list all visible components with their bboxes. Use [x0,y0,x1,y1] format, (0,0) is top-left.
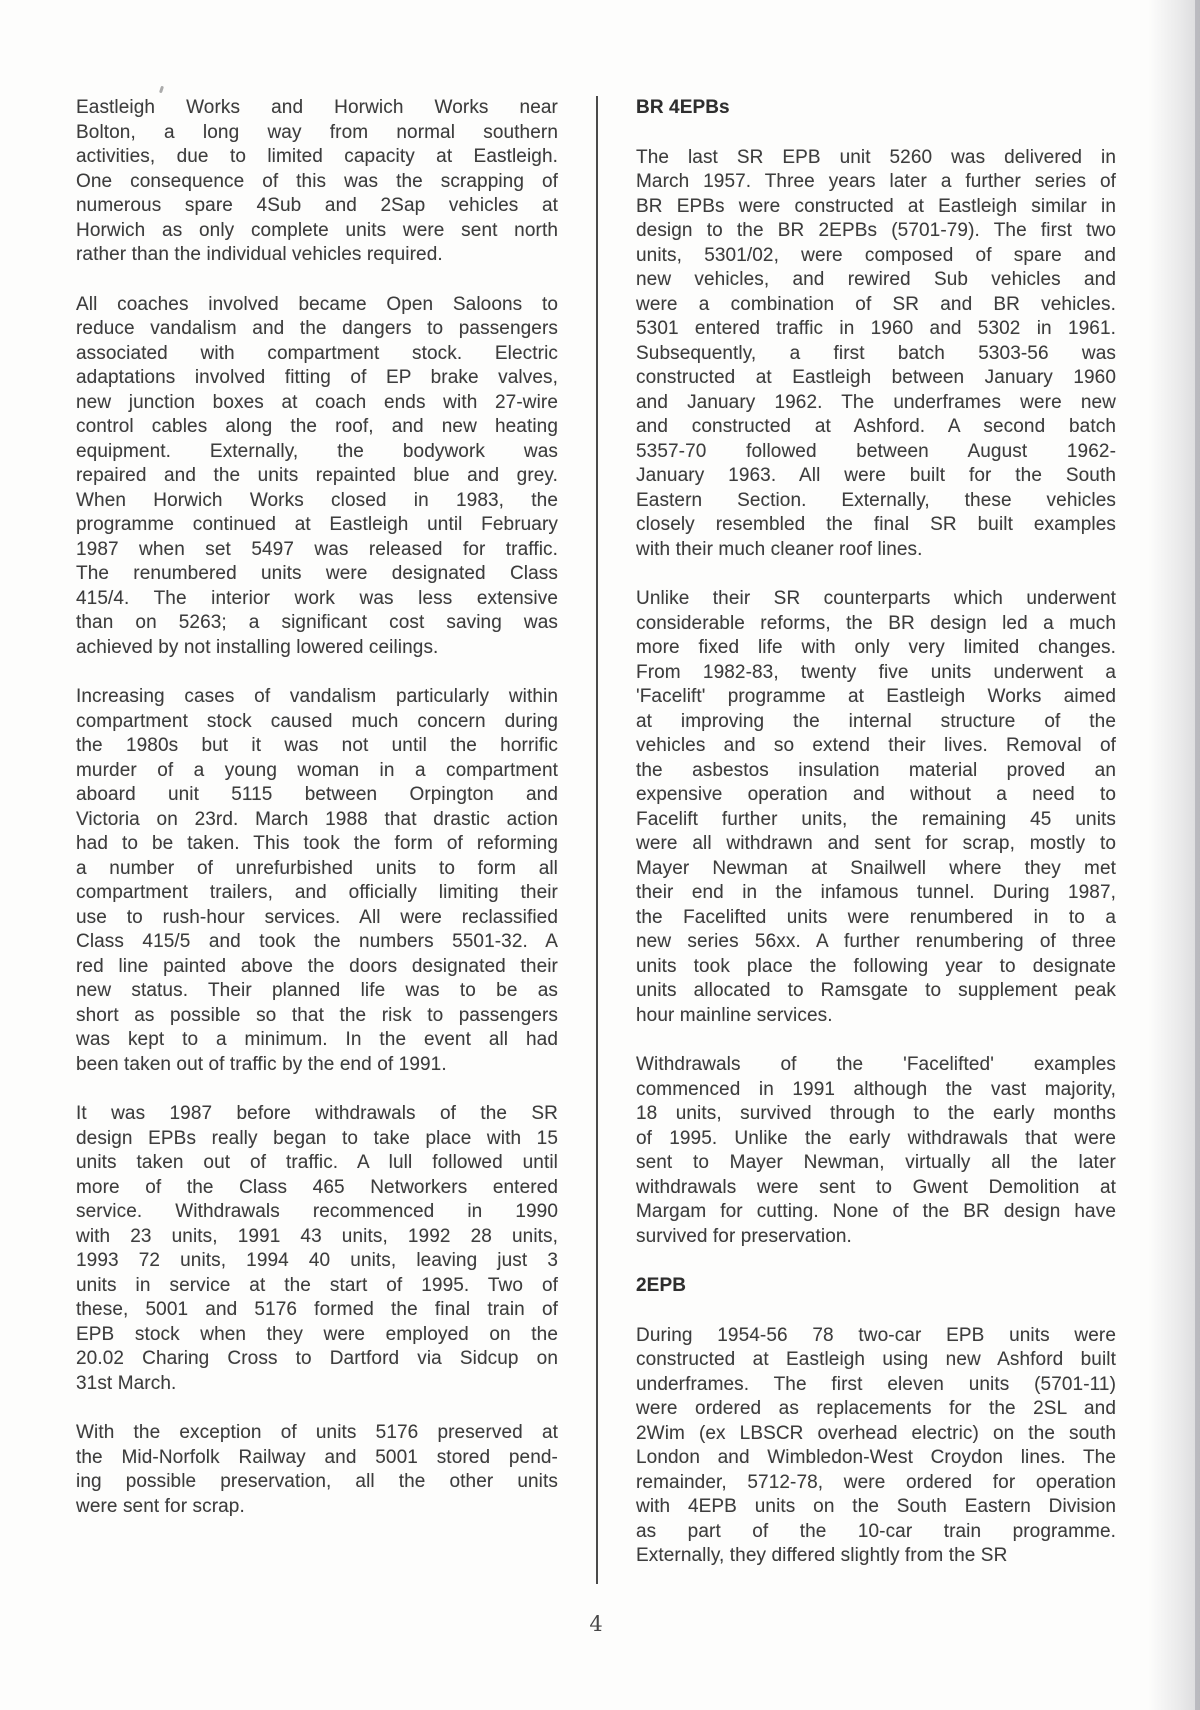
text-line: were ordered as replacements for the 2SL and [636,1398,1116,1419]
section-heading: 2EPB [636,1275,687,1296]
text-line: survived for preservation. [636,1225,852,1247]
text-line: compartment stock caused much concern during [76,710,558,732]
text-line: 5357-70 followed between August 1962- [636,440,1116,462]
text-line: and constructed at Ashford. A second batch [636,416,1116,437]
text-line: Facelift further units, the remaining 45 units [636,808,1116,830]
paragraph [636,587,1116,1028]
text-line: units took place the following year to designate [636,955,1116,977]
text-line: programme continued at Eastleigh until February [76,514,558,535]
text-line: Victoria on 23rd. March 1988 that drastic action [76,808,558,830]
text-line: than on 5263; a significant cost saving was [76,612,558,633]
text-line: was kept to a minimum. In the event all had [76,1029,558,1050]
text-line: murder of a young woman in a compartment [76,759,558,781]
text-line: When Horwich Works closed in 1983, the [76,489,558,511]
column-divider-rule [596,96,598,1584]
text-line: were a combination of SR and BR vehicles. [636,293,1116,315]
paragraph [636,146,1116,563]
text-line: aboard unit 5115 between Orpington and [76,784,558,805]
section-heading: BR 4EPBs [636,97,730,118]
text-line: of 1995. Unlike the early withdrawals that were [636,1127,1116,1149]
text-line: 31st March. [76,1372,177,1394]
paragraph [76,1102,558,1396]
text-line: From 1982-83, twenty five units underwent a [636,661,1116,683]
text-line: Class 415/5 and took the numbers 5501-32. A [76,931,558,952]
page-edge-line [1195,0,1200,1710]
text-line: the asbestos insulation material proved an [636,759,1116,781]
text-line: Withdrawals of the 'Facelifted' examples [636,1054,1116,1075]
paragraph [76,1421,558,1519]
text-line: achieved by not installing lowered ceilings. [76,636,439,658]
text-line: During 1954-56 78 two-car EPB units were [636,1324,1116,1346]
page-number: 4 [589,1612,603,1636]
text-line: Mayer Newman at Snailwell where they met [636,857,1116,879]
text-line: reduce vandalism and the dangers to passengers [76,318,558,339]
text-line: Externally, they differed slightly from the SR [636,1545,1008,1566]
text-line: commenced in 1991 although the vast majority, [636,1078,1116,1100]
text-line: adaptations involved fitting of EP brake valves, [76,367,558,388]
text-line: closely resembled the final SR built examples [636,514,1116,535]
text-line: design to the BR 2EPBs (5701-79). The first two [636,220,1116,241]
text-line: With the exception of units 5176 preserved at [76,1422,558,1443]
text-line: use to rush-hour services. All were reclassified [76,906,558,928]
text-line: were all withdrawn and sent for scrap, mostly to [636,833,1116,854]
text-line: new status. Their planned life was to be as [76,980,558,1001]
text-line: compartment trailers, and officially limiting their [76,882,558,903]
text-line: constructed at Eastleigh between January 1960 [636,367,1116,388]
text-line: expensive operation and without a need to [636,784,1116,805]
text-line: with 23 units, 1991 43 units, 1992 28 units, [76,1225,558,1247]
text-line: 18 units, survived through to the early months [636,1103,1116,1124]
text-line: service. Withdrawals recommenced in 1990 [76,1201,558,1222]
text-line: constructed at Eastleigh using new Ashford built [636,1349,1116,1370]
text-line: ing possible preservation, all the other units [76,1471,558,1492]
text-line: withdrawals were sent to Gwent Demolition at [636,1176,1116,1198]
text-line: with 4EPB units on the South Eastern Division [636,1496,1116,1517]
text-line: sent to Mayer Newman, virtually all the later [636,1152,1116,1173]
text-line: at improving the internal structure of the [636,710,1116,732]
text-line: All coaches involved became Open Saloons to [76,293,558,315]
text-line: Increasing cases of vandalism particularly within [76,686,558,707]
text-line: One consequence of this was the scrapping of [76,170,558,192]
text-line: control cables along the roof, and new heating [76,416,558,437]
left-text-column [76,96,558,1544]
text-line: as part of the 10-car train programme. [636,1520,1116,1542]
text-line: new series 56xx. A further renumbering of three [636,931,1116,952]
text-line: more fixed life with only very limited changes. [636,637,1116,658]
text-line: Horwich as only complete units were sent north [76,219,558,241]
text-line: 2Wim (ex LBSCR overhead electric) on the south [636,1422,1116,1444]
text-line: units taken out of traffic. A lull followed until [76,1152,558,1173]
scan-speck [159,86,164,94]
text-line: units, 5301/02, were composed of spare and [636,244,1116,266]
text-line: 415/4. The interior work was less extensive [76,587,558,609]
text-line: design EPBs really began to take place with 15 [76,1127,558,1149]
paragraph [76,293,558,661]
text-line: repaired and the units repainted blue and grey. [76,465,558,486]
text-line: Unlike their SR counterparts which underwent [636,588,1116,609]
text-line: rather than the individual vehicles required. [76,244,443,265]
text-line: associated with compartment stock. Electric [76,342,558,364]
text-line: BR EPBs were constructed at Eastleigh similar in [636,195,1116,217]
text-line: remainder, 5712-78, were ordered for operation [636,1471,1116,1493]
text-line: considerable reforms, the BR design led a much [636,612,1116,634]
text-line: Margam for cutting. None of the BR design have [636,1201,1116,1222]
text-line: It was 1987 before withdrawals of the SR [76,1103,558,1124]
text-line: red line painted above the doors designated their [76,955,558,977]
text-line: Bolton, a long way from normal southern [76,121,558,143]
text-line: activities, due to limited capacity at Eastleigh. [76,146,558,167]
text-line: new vehicles, and rewired Sub vehicles and [636,269,1116,290]
text-line: the Mid-Norfolk Railway and 5001 stored pend- [76,1446,558,1468]
text-line: 1987 when set 5497 was released for traffic. [76,538,558,560]
text-line: had to be taken. This took the form of reforming [76,833,558,854]
text-line: The renumbered units were designated Class [76,563,558,584]
paragraph [76,96,558,268]
text-line: Eastern Section. Externally, these vehicles [636,489,1116,511]
text-line: hour mainline services. [636,1004,833,1026]
text-line: 1993 72 units, 1994 40 units, leaving just 3 [76,1250,558,1271]
text-line: The last SR EPB unit 5260 was delivered in [636,146,1116,168]
text-line: January 1963. All were built for the South [636,465,1116,486]
text-line: EPB stock when they were employed on the [76,1323,558,1345]
page-edge-shadow [1148,0,1200,1710]
text-line: short as possible so that the risk to passengers [76,1004,558,1026]
text-line: Eastleigh Works and Horwich Works near [76,97,558,118]
text-line: underframes. The first eleven units (5701-11) [636,1373,1116,1395]
text-line: been taken out of traffic by the end of 1991. [76,1053,447,1075]
paragraph [76,685,558,1077]
paragraph [636,1053,1116,1249]
text-line: London and Wimbledon-West Croydon lines. The [636,1447,1116,1468]
text-line: these, 5001 and 5176 formed the final train of [76,1299,558,1320]
text-line: their end in the infamous tunnel. During 1987, [636,882,1116,903]
text-line: a number of unrefurbished units to form all [76,857,558,879]
text-line: units allocated to Ramsgate to supplement peak [636,980,1116,1001]
right-text-column [636,96,1116,1594]
text-line: numerous spare 4Sub and 2Sap vehicles at [76,195,558,216]
text-line: equipment. Externally, the bodywork was [76,440,558,462]
text-line: units in service at the start of 1995. Two of [76,1274,558,1296]
text-line: were sent for scrap. [76,1495,245,1517]
text-line: the Facelifted units were renumbered in to a [636,906,1116,928]
text-line: more of the Class 465 Networkers entered [76,1176,558,1198]
paragraph [636,1324,1116,1569]
text-line: and January 1962. The underframes were new [636,391,1116,413]
text-line: 5301 entered traffic in 1960 and 5302 in 1961. [636,318,1116,339]
text-line: new junction boxes at coach ends with 27-wire [76,391,558,413]
text-line: the 1980s but it was not until the horrific [76,735,558,756]
text-line: March 1957. Three years later a further series of [636,171,1116,192]
text-line: with their much cleaner roof lines. [636,538,923,560]
text-line: Subsequently, a first batch 5303-56 was [636,342,1116,364]
text-line: 'Facelift' programme at Eastleigh Works aimed [636,686,1116,707]
text-line: 20.02 Charing Cross to Dartford via Sidcup on [76,1348,558,1369]
text-line: vehicles and so extend their lives. Removal of [636,735,1116,756]
